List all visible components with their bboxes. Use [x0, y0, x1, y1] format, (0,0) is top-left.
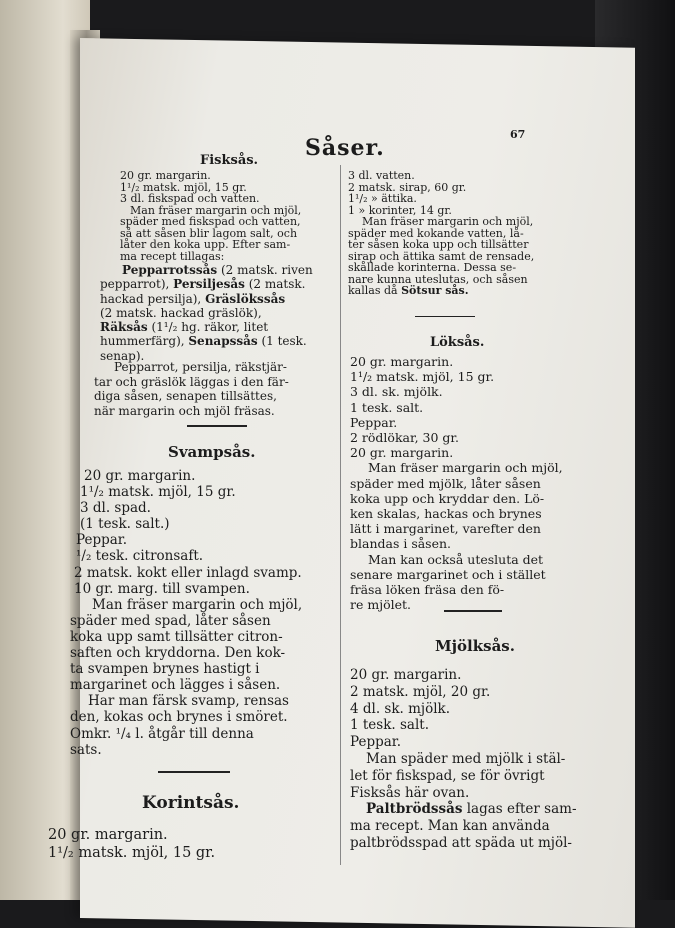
korintsas-title: Korintsås.: [142, 793, 240, 813]
text-line: 3 dl. fiskspad och vatten.: [120, 192, 260, 205]
variant-line: [100, 320, 313, 334]
text-line: 2 matsk. mjöl, 20 gr.: [350, 683, 491, 700]
variant-line: [100, 292, 313, 306]
text-line: Omkr. ¹/₄ l. åtgår till denna: [70, 725, 254, 742]
text-line: [348, 285, 534, 297]
variant-line: [100, 277, 313, 291]
variant-detail: pepparrot),: [100, 277, 174, 292]
variant-detail: (2 matsk.: [244, 277, 306, 292]
text-line: 3 dl. spad.: [80, 500, 151, 517]
variant-detail: hackad persilja),: [100, 291, 206, 306]
text-line: den, kokas och brynes i smöret.: [70, 709, 288, 726]
section-rule: [444, 610, 502, 612]
text-line: ken skalas, hackas och brynes: [350, 506, 542, 522]
text-line: 1¹/₂ matsk. mjöl, 15 gr.: [80, 484, 236, 501]
text-line: 1 tesk. salt.: [350, 399, 424, 415]
loksas-title: Löksås.: [430, 335, 485, 350]
variant-line: [100, 263, 313, 277]
fisksas-variants: [100, 263, 313, 363]
variant-detail: (2 matsk. riven: [217, 263, 313, 277]
text-line: 1¹/₂ matsk. mjöl, 15 gr.: [120, 180, 247, 194]
column-divider: [340, 165, 341, 865]
text-line: ¹/₂ tesk. citronsaft.: [76, 548, 204, 565]
text-line: Peppar.: [350, 734, 402, 751]
variant-line: senap).: [100, 348, 145, 363]
section-rule: [415, 316, 475, 317]
text-line: 3 dl. sk. mjölk.: [350, 384, 443, 400]
text-line: ter såsen koka upp och tillsätter: [348, 238, 529, 251]
text-line: 20 gr. margarin.: [120, 169, 211, 182]
svampsas-body: [70, 468, 302, 758]
text-line: 1¹/₂ matsk. mjöl, 15 gr.: [48, 845, 216, 861]
text-line: Man fräser margarin och mjöl,: [130, 203, 302, 217]
text-line: ma recept tillagas:: [120, 249, 225, 263]
text-line: späder med fiskspad och vatten,: [120, 215, 301, 228]
text-line: 20 gr. margarin.: [48, 827, 168, 843]
fisksas-closing: [94, 360, 289, 418]
mjolksas-title: Mjölksås.: [435, 637, 515, 655]
text-line: Man fräser margarin och mjöl,: [362, 215, 534, 228]
text-line: så att såsen blir lagom salt, och: [120, 226, 298, 240]
text-line: (1 tesk. salt.): [80, 516, 170, 533]
text-line: späder med kokande vatten, lå-: [348, 226, 524, 240]
variant-name: Pepparrotssås: [122, 263, 218, 277]
text-line: sats.: [70, 741, 102, 758]
sotsur-name: Sötsur sås.: [401, 284, 469, 297]
variant-detail: hummerfärg),: [100, 334, 189, 349]
section-rule: [187, 425, 247, 427]
variant-name: Räksås: [100, 320, 148, 335]
text-line: 2 rödlökar, 30 gr.: [350, 430, 459, 446]
text-line: Pepparrot, persilja, räkstjär-: [114, 360, 287, 374]
text-line: när margarin och mjöl fräsas.: [94, 403, 275, 418]
page-title: Såser.: [305, 135, 385, 161]
text-line: diga såsen, senapen tillsättes,: [94, 389, 277, 403]
variant-detail: (1 tesk.: [257, 334, 307, 349]
text-line: Fisksås här ovan.: [350, 784, 470, 801]
text-line: blandas i såsen.: [350, 536, 452, 552]
text-line: paltbrödsspad att späda ut mjöl-: [350, 834, 572, 851]
section-rule: [158, 771, 230, 773]
text-line: Har man färsk svamp, rensas: [88, 693, 289, 710]
variant-line: [100, 334, 313, 348]
text-line: re mjölet.: [350, 597, 411, 613]
text-line: [350, 801, 577, 818]
text-line: nare kunna uteslutas, och såsen: [348, 272, 528, 286]
sotsur-body: [348, 170, 534, 297]
text-segment: lagas efter sam-: [462, 801, 577, 818]
text-line: 20 gr. margarin.: [84, 468, 196, 484]
mjolksas-body: [350, 667, 577, 852]
page-number: 67: [510, 128, 526, 141]
text-line: 2 matsk. kokt eller inlagd svamp.: [74, 564, 302, 581]
text-line: 4 dl. sk. mjölk.: [350, 700, 451, 717]
variant-detail: (1¹/₂ hg. räkor, litet: [147, 320, 269, 335]
text-line: tar och gräslök läggas i den fär-: [94, 374, 289, 389]
svampsas-title: Svampsås.: [168, 443, 256, 461]
text-line: 2 matsk. sirap, 60 gr.: [348, 180, 467, 194]
text-line: lätt i margarinet, varefter den: [350, 521, 541, 537]
variant-name: Senapssås: [188, 334, 258, 349]
fisksas-title: Fisksås.: [200, 153, 259, 168]
loksas-body: [350, 354, 563, 612]
text-line: låter den koka upp. Efter sam-: [120, 238, 291, 251]
text-line: 20 gr. margarin.: [350, 354, 454, 369]
text-line: 3 dl. vatten.: [348, 169, 415, 182]
text-line: 1 » korinter, 14 gr.: [348, 203, 452, 217]
text-line: koka upp och kryddar den. Lö-: [350, 490, 545, 506]
korintsas-body: [48, 826, 215, 862]
variant-name: Persiljesås: [173, 277, 245, 292]
text-line: Man späder med mjölk i stäl-: [366, 750, 566, 767]
text-line: Man fräser margarin och mjöl,: [92, 596, 303, 613]
text-line: Man kan också utesluta det: [368, 551, 544, 567]
text-line: 20 gr. margarin.: [350, 445, 454, 461]
text-line: skållade korinterna. Dessa se-: [348, 261, 517, 274]
variant-line: (2 matsk. hackad gräslök),: [100, 305, 262, 320]
text-line: 20 gr. margarin.: [350, 667, 462, 683]
text-line: fräsa löken fräsa den fö-: [350, 582, 505, 598]
text-line: ta svampen brynes hastigt i: [70, 661, 260, 678]
text-line: saften och kryddorna. Den kok-: [70, 645, 286, 662]
text-line: 1¹/₂ » ättika.: [348, 192, 417, 205]
text-line: let för fiskspad, se för övrigt: [350, 767, 545, 784]
text-line: späder med spad, låter såsen: [70, 612, 271, 629]
text-line: senare margarinet och i stället: [350, 566, 546, 582]
text-line: sirap och ättika samt de rensade,: [348, 249, 535, 263]
text-line: ma recept. Man kan använda: [350, 818, 550, 835]
paltbrodssas-name: Paltbrödssås: [366, 801, 463, 818]
text-line: 10 gr. marg. till svampen.: [74, 580, 250, 597]
fisksas-body: [120, 170, 301, 262]
text-line: Man fräser margarin och mjöl,: [368, 460, 563, 476]
text-line: 1¹/₂ matsk. mjöl, 15 gr.: [350, 369, 495, 385]
text-line: Peppar.: [350, 414, 398, 430]
text-line: koka upp samt tillsätter citron-: [70, 628, 283, 645]
variant-name: Gräslökssås: [205, 291, 286, 306]
text-segment: kallas då: [348, 284, 402, 297]
text-line: 1 tesk. salt.: [350, 717, 429, 734]
text-line: margarinet och lägges i såsen.: [70, 677, 281, 694]
text-line: Peppar.: [76, 532, 128, 549]
text-line: späder med mjölk, låter såsen: [350, 475, 541, 491]
